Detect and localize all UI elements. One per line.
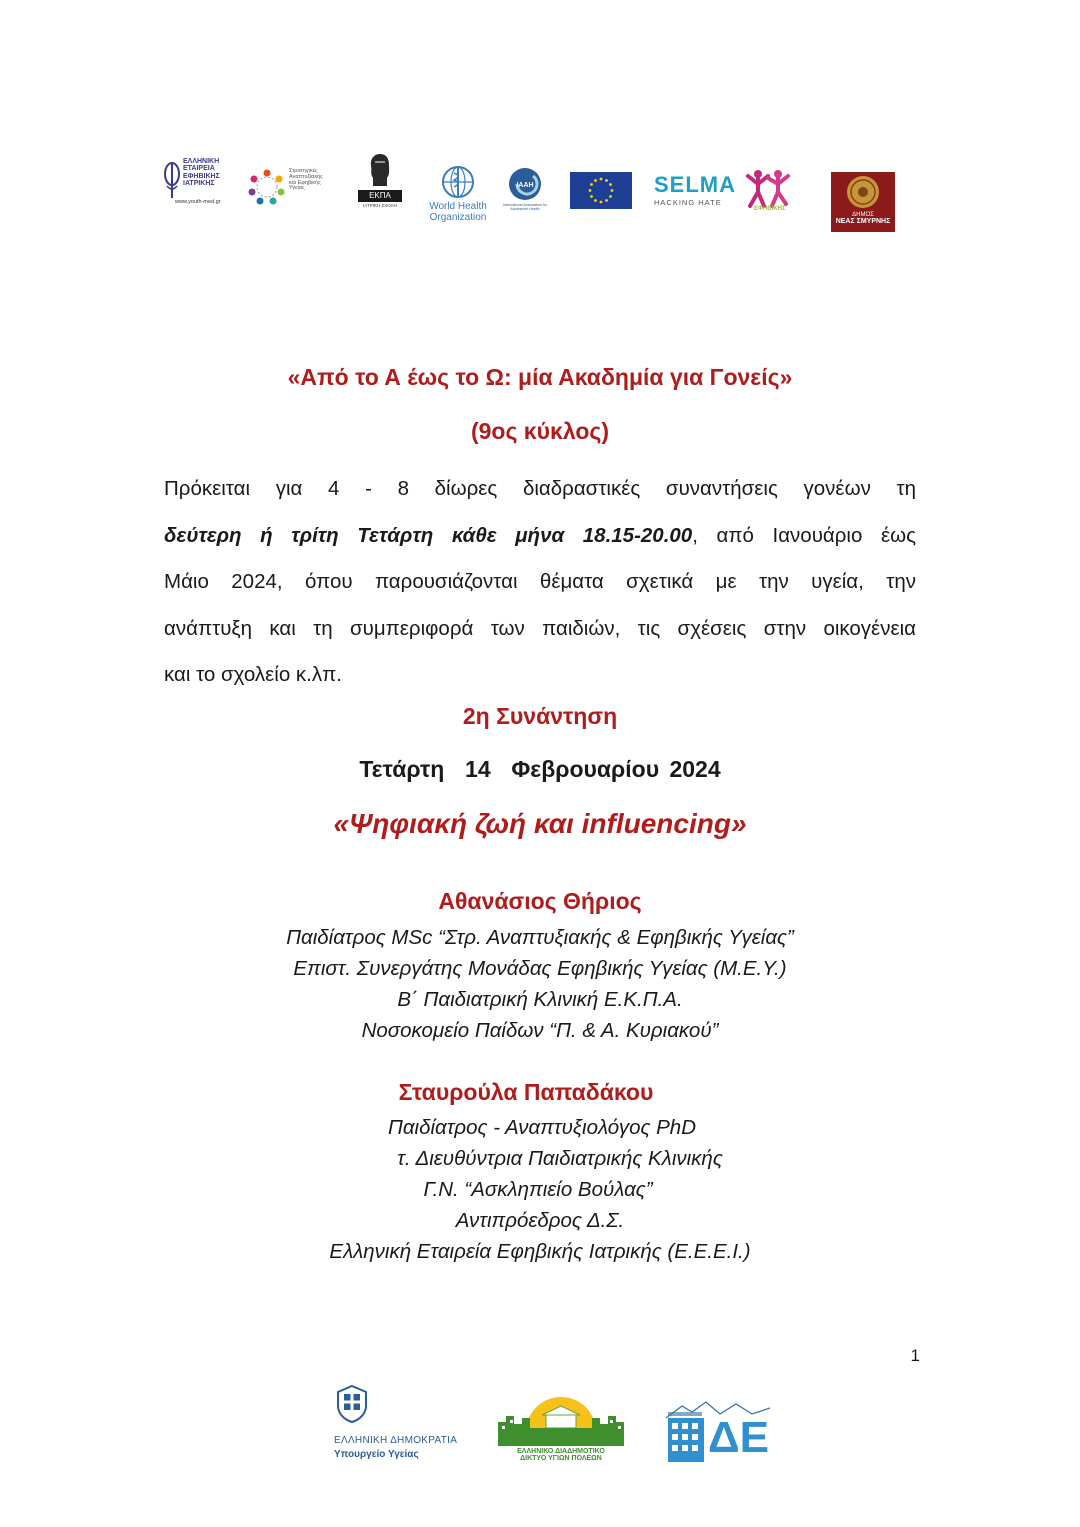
who-line2: Organization — [429, 211, 487, 223]
footer-logos — [0, 1380, 1080, 1480]
meeting-number: 2η Συνάντηση — [462, 703, 618, 729]
iaah-emblem-icon — [507, 166, 543, 202]
meeting-topic: «Ψηφιακή ζωή και influencing» — [333, 808, 747, 839]
intro-paragraph — [164, 466, 916, 699]
strategic-line2: Αναπτυξιακής — [289, 173, 323, 180]
intro-line1: Πρόκειται για 4 - 8 δίωρες διαδραστικές συναντήσεις γονέων τη — [164, 477, 916, 500]
meeting-date: Τετάρτη 14 Φεβρουαρίου 2024 — [359, 756, 721, 782]
iaah-sub: International Association for Adolescent Health — [502, 203, 548, 211]
ekpa-logo — [358, 152, 402, 214]
greek-emblem-icon — [335, 1384, 369, 1424]
speaker2-role-2: τ. Διευθύντρια Παιδιατρικής Κλινικής — [397, 1147, 723, 1170]
speaker2-role-3: Γ.Ν. “Ασκληπιείο Βούλας” — [423, 1178, 653, 1201]
city-skyline-icon — [498, 1388, 624, 1446]
strategic-health-logo — [248, 166, 332, 212]
eeei-url: www.youth-med.gr — [175, 199, 221, 205]
intro-line5: και το σχολείο κ.λπ. — [164, 663, 342, 686]
nea-smyrni-line2: ΝΕΑΣ ΣΜΥΡΝΗΣ — [835, 218, 891, 226]
speaker1-role-1: Παιδίατρος MSc “Στρ. Αναπτυξιακής & Εφηβικής Υγείας” — [286, 926, 794, 949]
athena-head-icon — [367, 152, 393, 188]
healthy-cities-line2: ΔΙΚΤΥΟ ΥΓΙΩΝ ΠΟΛΕΩΝ — [520, 1455, 602, 1463]
eeei-emblem-icon — [163, 160, 181, 200]
selma-tagline: HACKING HATE — [654, 198, 722, 207]
intro-line2-rest: , από Ιανουάριο έως — [692, 523, 916, 547]
cycle-subtitle: (9ος κύκλος) — [470, 418, 610, 444]
speaker1-role-3: Β΄ Παιδιατρική Κλινική Ε.Κ.Π.Α. — [397, 988, 683, 1011]
ministry-line1: ΕΛΛΗΝΙΚΗ ΔΗΜΟΚΡΑΤΙΑ — [334, 1435, 458, 1446]
selma-name: SELMA — [654, 172, 736, 197]
document-title: «Από το Α έως το Ω: μία Ακαδημία για Γονείς» — [287, 364, 793, 390]
who-logo — [426, 164, 490, 224]
de-logo — [666, 1398, 770, 1464]
who-line1: World Health — [429, 201, 487, 212]
ministry-logo — [334, 1384, 468, 1464]
ministry-line2: Υπουργείο Υγείας — [334, 1448, 419, 1460]
coin-emblem-icon — [845, 174, 881, 210]
intro-line4: ανάπτυξη και τη συμπεριφορά των παιδιών, τις σχέσεις στην οικογένεια — [164, 616, 916, 640]
iaah-logo — [500, 166, 550, 220]
healthy-cities-line1: ΕΛΛΗΝΙΚΟ ΔΙΑΔΗΜΟΤΙΚΟ — [517, 1448, 605, 1455]
strategic-line1: Στρατηγικές — [289, 168, 318, 174]
nea-smyrni-logo — [831, 172, 895, 232]
speaker2-role-1: Παιδίατρος - Αναπτυξιολόγος PhD — [387, 1116, 697, 1139]
ekpa-sub: ΙΑΤΡΙΚΗ ΣΧΟΛΗ — [363, 203, 397, 208]
who-emblem-icon — [440, 164, 476, 200]
eeei-line4: ΙΑΤΡΙΚΗΣ — [183, 180, 215, 188]
youth-logo — [738, 168, 830, 220]
eeei-line1: ΕΛΛΗΝΙΚΗ — [183, 158, 220, 165]
strategic-line3: και Εφηβικής — [289, 179, 321, 186]
eu-flag-logo — [570, 172, 632, 209]
healthy-cities-logo — [498, 1388, 624, 1468]
partner-logos-header — [0, 0, 1080, 240]
intro-line2 — [164, 513, 916, 560]
speaker2-name: Σταυρούλα Παπαδάκου — [398, 1079, 654, 1105]
jumping-people-icon — [742, 168, 794, 210]
eeei-logo — [163, 156, 235, 210]
strategic-line4: Υγείας — [289, 185, 305, 192]
eeei-line2: ΕΤΑΙΡΕΙΑ — [183, 165, 215, 173]
intro-emphasis: δεύτερη ή τρίτη Τετάρτη κάθε μήνα 18.15-20.00 — [164, 523, 693, 547]
svg-text:IAAH: IAAH — [516, 182, 534, 189]
selma-logo — [654, 172, 736, 208]
de-label: ΔΕ — [708, 1413, 769, 1462]
ekpa-label: ΕΚΠΑ — [358, 190, 402, 202]
eu-flag-icon — [570, 172, 632, 209]
speaker2-role-5: Ελληνική Εταιρεία Εφηβικής Ιατρικής (Ε.Ε.Ε.Ι.) — [329, 1240, 751, 1263]
intro-line3: Μάιο 2024, όπου παρουσιάζονται θέματα σχετικά με την υγεία, την — [164, 570, 916, 593]
speaker1-role-2: Επιστ. Συνεργάτης Μονάδας Εφηβικής Υγείας (Μ.Ε.Υ.) — [293, 957, 787, 980]
people-circle-icon — [248, 168, 286, 206]
speaker2-role-4: Αντιπρόεδρος Δ.Σ. — [455, 1209, 625, 1232]
youth-label: ΕΦΗΒΙΚΗΣ — [754, 206, 786, 212]
nea-smyrni-line1: ΔΗΜΟΣ — [852, 212, 874, 218]
page-number: 1 — [910, 1346, 920, 1365]
speaker1-name: Αθανάσιος Θήριος — [438, 888, 642, 914]
speaker1-role-4: Νοσοκομείο Παίδων “Π. & Α. Κυριακού” — [361, 1019, 719, 1042]
eeei-line3: ΕΦΗΒΙΚΗΣ — [183, 172, 220, 180]
